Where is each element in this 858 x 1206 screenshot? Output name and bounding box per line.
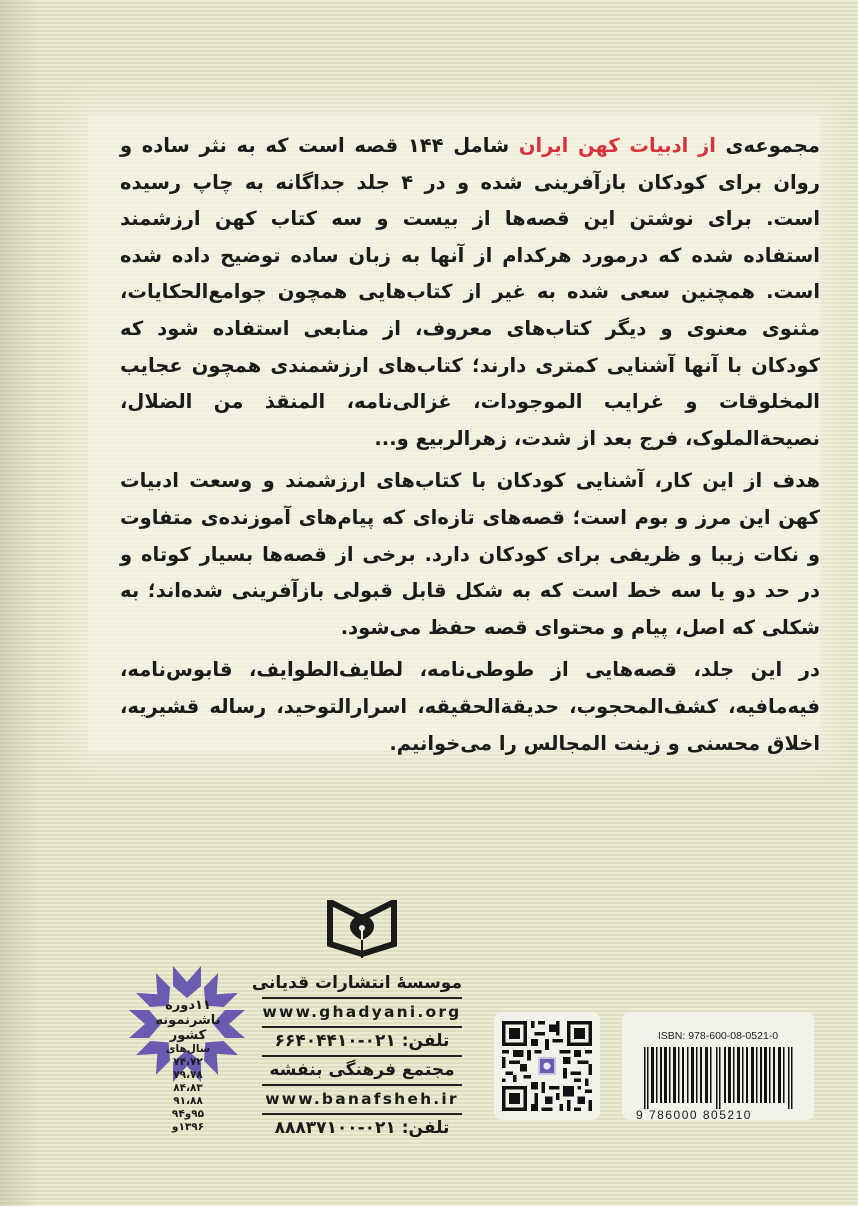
open-book-pen-nib-icon <box>326 900 398 958</box>
barcode-icon <box>642 1047 802 1109</box>
award-year: ۱۳۹۶و <box>171 1121 205 1133</box>
award-year: ۹۱،۸۸ <box>173 1095 203 1107</box>
imprint-phone: تلفن: ۰۲۱-۸۸۸۳۷۱۰۰ <box>274 1118 450 1138</box>
back-cover-blurb <box>120 128 820 768</box>
publisher-website-link[interactable]: www.ghadyani.org <box>262 999 462 1028</box>
award-badge-text <box>148 998 228 1134</box>
award-scope: کشور <box>169 1028 207 1043</box>
award-badge <box>128 962 246 1133</box>
blurb-paragraph-2: هدف از این کار، آشنایی کودکان با کتاب‌های ارزشمند و وسعت ادبیات کهن این مرز و بوم است؛ قصه‌های تازه‌ای که پیام‌های آموزنده‌ی متفاوت و نکات زیبا و ظریفی برای کودکان دارد. برخی از قصه‌ها بسیار کوتاه و در حد دو یا سه خط است که به شکل قابل قبولی بازآفرینی شده‌اند؛ به شکلی که اصل، پیام و محتوای قصه حفظ می‌شود. <box>120 469 820 639</box>
cover-edge-shadow <box>0 0 40 1206</box>
imprint-website-link[interactable]: www.banafsheh.ir <box>262 1086 462 1115</box>
award-title: ناشرنمونه <box>155 1013 221 1028</box>
series-title-highlight: از ادبیات کهن ایران <box>518 134 716 157</box>
publisher-block <box>251 900 462 1142</box>
qr-code-icon[interactable] <box>502 1021 592 1111</box>
imprint-name: مجتمع فرهنگی بنفشه <box>262 1057 462 1086</box>
isbn-digits: 9 786000 805210 <box>636 1108 752 1122</box>
isbn-label: ISBN: 978-600-08-0521-0 <box>657 1030 779 1042</box>
award-year: ۷۴،۷۲ <box>173 1056 203 1068</box>
award-years-label: سال‌های <box>165 1043 211 1055</box>
blurb-body: شامل ۱۴۴ قصه است که به نثر ساده و روان برای کودکان بازآفرینی شده و در ۴ جلد جداگانه به چاپ رسیده است. برای نوشتن این قصه‌ها از بیست و سه کتاب کهن ارزشمند استفاده شده که درمورد هرکدام از آنها به زبان ساده توضیح داده شده است. همچنین سعی شده به غیر از کتاب‌هایی همچون جوامع‌الحکایات، مثنوی معنوی و دیگر کتاب‌های معروف، از منابعی استفاده شود که کودکان با آنها آشنایی کمتری دارند؛ کتاب‌های ارزشمندی همچون عجایب المخلوقات و غرایب الموجودات، غزالی‌نامه، المنقذ من الضلال، نصیحة‌الملوک، فرج بعد از شدت، زهرالربیع و... <box>120 134 820 450</box>
award-year: ۸۴،۸۳ <box>173 1082 203 1094</box>
publisher-name: موسسهٔ انتشارات قدیانی <box>262 970 462 999</box>
award-year: ۷۹،۷۸ <box>173 1069 203 1081</box>
blurb-paragraph-1 <box>120 128 820 457</box>
award-periods: ۱۱دوره <box>165 998 211 1013</box>
blurb-intro: مجموعه‌ی <box>715 134 820 157</box>
isbn-barcode-card <box>622 1012 814 1120</box>
award-year: ۹۵و۹۴ <box>171 1108 205 1120</box>
publisher-phone: تلفن: ۰۲۱-۶۶۴۰۴۴۱۰ <box>262 1028 462 1057</box>
blurb-paragraph-3: در این جلد، قصه‌هایی از طوطی‌نامه، لطایف‌الطوایف، قابوس‌نامه، فیه‌ما‌فیه، کشف‌المحجوب، حدیقة‌الحقیقه، اسرارالتوحید، رساله قشیریه، اخلاق محسنی و زینت المجالس را می‌خوانیم. <box>120 658 820 755</box>
qr-code-card[interactable] <box>494 1012 600 1120</box>
